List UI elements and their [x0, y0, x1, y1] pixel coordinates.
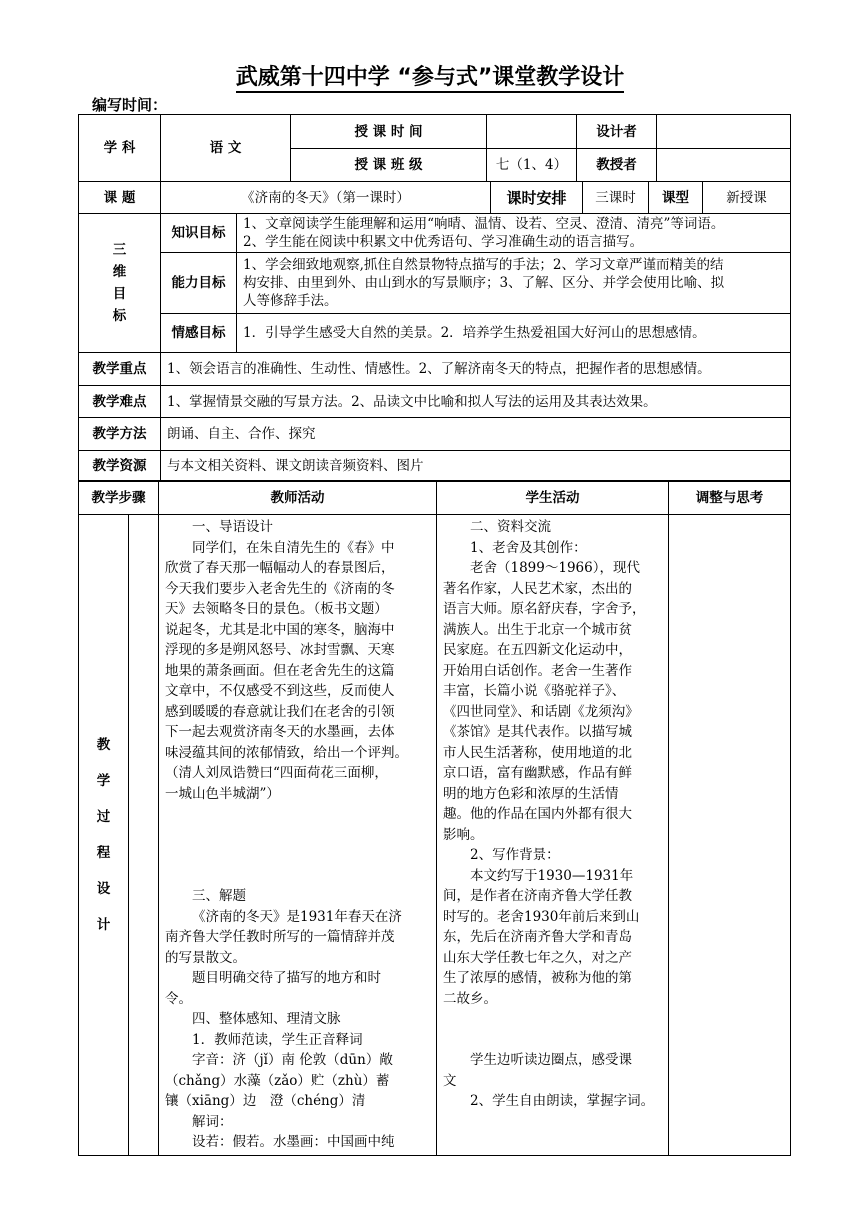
activity-line: 今天我们要步入老舍先生的《济南的冬: [165, 580, 395, 597]
goals-table: [78, 213, 791, 353]
activity-line: 镶（xiāng）边 澄（chéng）清: [165, 1093, 366, 1109]
class-value: 七（1、4）: [487, 149, 577, 182]
activity-line: 下一起去观赏济南冬天的水墨画，去体: [165, 724, 395, 740]
knowledge-label: 知识目标: [161, 214, 237, 253]
activity-line: 题目明确交待了描写的地方和时: [192, 970, 381, 986]
activity-line: 天》去领略冬日的景色。（板书文题）: [165, 601, 388, 617]
student-activity: [437, 515, 669, 1156]
hours-value: 三课时: [583, 182, 649, 214]
type-value: 新授课: [703, 182, 791, 214]
subject-value: 语 文: [161, 115, 291, 182]
adjust-cell: [669, 515, 791, 1156]
time-value: [487, 115, 577, 149]
class-label: 授 课 班 级: [291, 149, 487, 182]
activity-line: 学生边听读边圈点，感受课: [470, 1052, 632, 1068]
activity-line: 语言大师。原名舒庆春，字舍予，: [443, 601, 646, 617]
activity-line: 生了浓厚的感情，被称为他的第: [443, 970, 632, 986]
col-step-header: 教学步骤: [79, 481, 159, 515]
activity-line: 2、写作背景：: [470, 847, 560, 863]
method-text: 朗诵、自主、合作、探究: [161, 418, 791, 451]
activity-line: 山东大学任教七年之久，对之产: [443, 949, 632, 966]
activity-line: 地果的萧条画面。但在老舍先生的这篇: [165, 662, 395, 679]
activity-line: 京口语，富有幽默感，作品有鲜: [443, 765, 632, 781]
process-spacer: [129, 515, 159, 1156]
page-title: 武威第十四中学 “参与式”课堂教学设计: [0, 60, 860, 91]
activity-line: 1．教师范读，学生正音释词: [192, 1031, 363, 1048]
emotion-text: 1．引导学生感受大自然的美景。2．培养学生热爱祖国大好河山的思想感情。: [237, 314, 791, 353]
activity-line: 满族人。出生于北京一个城市贫: [443, 621, 632, 638]
type-label: 课型: [649, 182, 703, 214]
goals-group-label: 三 维 目 标: [79, 214, 161, 353]
activity-line: [165, 866, 430, 887]
teacher-label: 教授者: [577, 149, 657, 182]
activity-line: 四、整体感知、理清文脉: [192, 1011, 341, 1027]
col-adjust-header: 调整与思考: [669, 481, 791, 515]
activity-line: 一城山色半城湖”）: [165, 785, 280, 802]
info-table: [78, 114, 791, 182]
activity-line: 《济南的冬天》是1931年春天在济: [192, 908, 402, 925]
activity-line: 东，先后在济南齐鲁大学和青岛: [443, 929, 632, 945]
emotion-label: 情感目标: [161, 314, 237, 353]
activity-line: 说起冬，尤其是北中国的寒冬，脑海中: [165, 621, 395, 638]
activity-line: 市人民生活著称，使用地道的北: [443, 744, 632, 761]
resource-label: 教学资源: [79, 451, 161, 482]
knowledge-text: 1、文章阅读学生能理解和运用“响晴、温情、设若、空灵、澄清、清亮”等词语。 2、学生能在阅读中积累文中优秀语句、学习准确生动的语言描写。: [237, 214, 791, 253]
subject-label: 学 科: [79, 115, 161, 182]
activity-line: 一、导语设计: [192, 519, 273, 535]
activity-line: 《茶馆》是其代表作。以描写城: [443, 724, 632, 740]
activity-line: 南齐鲁大学任教时所写的一篇情辞并茂: [165, 929, 395, 945]
designer-label: 设计者: [577, 115, 657, 149]
activity-line: 间，是作者在济南齐鲁大学任教: [443, 888, 632, 904]
ability-text: 1、学会细致地观察,抓住自然景物特点描写的手法；2、学习文章严谨而精美的结 构安排、由里到外、由山到水的写景顺序；3、了解、区分、并学会使用比喻、拟 人等修辞手法。: [237, 253, 791, 314]
activity-line: （清人刘凤诰赞曰“四面荷花三面柳，: [165, 765, 388, 781]
hours-label: 课时安排: [491, 182, 583, 214]
activity-line: 《四世同堂》、和话剧《龙须沟》: [443, 703, 639, 720]
activity-line: 老舍（1899～1966），现代: [470, 560, 640, 576]
activity-line: 感到暖暖的春意就让我们在老舍的引领: [165, 703, 395, 720]
activity-line: 本文约写于1930—1931年: [470, 867, 634, 884]
activity-line: [443, 1009, 662, 1030]
resource-text: 与本文相关资料、课文朗读音频资料、图片: [161, 451, 791, 482]
activity-line: 三、解题: [192, 888, 246, 904]
activity-line: [443, 1030, 662, 1051]
time-label: 授 课 时 间: [291, 115, 487, 149]
activity-line: 二故乡。: [443, 990, 497, 1007]
difficult-text: 1、掌握情景交融的写景方法。2、品读文中比喻和拟人写法的运用及其表达效果。: [161, 386, 791, 418]
activity-line: 民家庭。在五四新文化运动中，: [443, 642, 632, 658]
designer-value: [657, 115, 791, 149]
activity-line: 时写的。老舍1930年前后来到山: [443, 908, 640, 925]
activity-line: 的写景散文。: [165, 949, 246, 966]
teacher-activity: [159, 515, 437, 1156]
rows-table: [78, 352, 791, 482]
activity-line: 影响。: [443, 826, 484, 843]
activity-line: 字音：济（jǐ）南 伦敦（dūn）敞: [192, 1052, 393, 1068]
activity-line: 解词：: [192, 1113, 233, 1130]
activity-line: 文: [443, 1072, 457, 1089]
activity-line: 浮现的多是朔风怒号、冰封雪飘、天寒: [165, 642, 395, 658]
activity-line: [165, 804, 430, 825]
steps-table: [78, 480, 791, 1156]
activity-line: 1、老舍及其创作：: [470, 539, 587, 556]
activity-line: 著名作家，人民艺术家，杰出的: [443, 580, 632, 597]
activity-line: 趣。他的作品在国内外都有很大: [443, 806, 632, 822]
difficult-label: 教学难点: [79, 386, 161, 418]
col-teacher-header: 教师活动: [159, 481, 437, 515]
activity-line: 开始用白话创作。老舍一生著作: [443, 662, 632, 679]
activity-line: 同学们，在朱自清先生的《春》中: [192, 539, 395, 556]
activity-line: [165, 825, 430, 846]
method-label: 教学方法: [79, 418, 161, 451]
topic-label: 课 题: [79, 182, 161, 214]
activity-line: （chǎng）水藻（zǎo）贮（zhù）蓄: [165, 1072, 390, 1089]
activity-line: 文章中，不仅感受不到这些，反而使人: [165, 683, 395, 699]
teacher-value: [657, 149, 791, 182]
activity-line: 令。: [165, 990, 192, 1007]
activity-line: 2、学生自由朗读，掌握字词。: [470, 1093, 655, 1109]
key-label: 教学重点: [79, 353, 161, 386]
activity-line: 丰富，长篇小说《骆驼祥子》、: [443, 683, 626, 699]
activity-line: 设若：假若。水墨画：中国画中纯: [192, 1134, 395, 1150]
activity-line: 味浸蕴其间的浓郁情致，给出一个评判。: [165, 744, 408, 761]
col-student-header: 学生活动: [437, 481, 669, 515]
key-text: 1、领会语言的准确性、生动性、情感性。2、了解济南冬天的特点，把握作者的思想感情。: [161, 353, 791, 386]
activity-line: [165, 845, 430, 866]
activity-line: 欣赏了春天那一幅幅动人的春景图后，: [165, 560, 395, 576]
activity-line: 二、资料交流: [470, 519, 551, 535]
topic-table: [78, 181, 791, 214]
process-side-label: 教 学 过 程 设 计: [79, 515, 129, 1156]
activity-line: 明的地方色彩和浓厚的生活情: [443, 785, 619, 802]
ability-label: 能力目标: [161, 253, 237, 314]
write-time-label: 编写时间：: [92, 96, 168, 114]
topic-value: 《济南的冬天》（第一课时）: [161, 182, 491, 214]
